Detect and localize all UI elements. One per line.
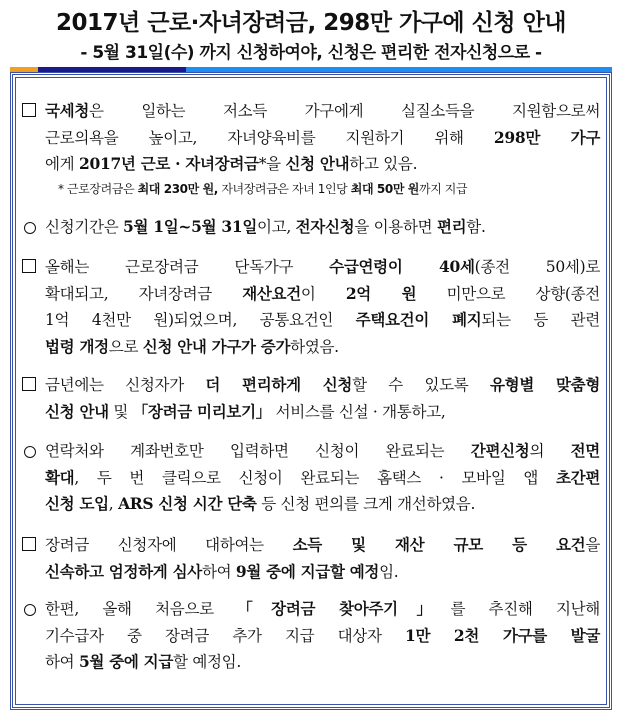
text: 장려금 신청자에 대하여는 [45, 536, 293, 554]
bold-text: 유형별 맞춤형 [489, 375, 601, 394]
bold-text: 전자신청 [295, 217, 355, 236]
bold-text: 전면 [570, 441, 600, 460]
text-line [45, 254, 600, 281]
bold-text: 수급연령이 40세 [329, 257, 475, 276]
bold-text: 5월 중에 지급 [78, 652, 174, 672]
text: 서비스를 신설 · 개통하고, [270, 402, 446, 421]
paragraph [22, 438, 600, 518]
text: 하여 [201, 562, 236, 581]
text: 을 이용하면 [354, 218, 437, 236]
text-line [45, 151, 600, 178]
text: 근로의욕을 높이고, 자녀양육비를 지원하기 위해 [45, 128, 494, 147]
text: 이고, [257, 218, 296, 236]
text: 함. [466, 218, 486, 236]
circle-bullet-icon [24, 604, 36, 616]
bold-text: 법령 개정 [45, 337, 109, 357]
square-bullet-icon [22, 377, 36, 391]
paragraph [22, 596, 600, 676]
text: , 두 번 클릭으로 신청이 완료되는 홈택스 · 모바일 앱 [74, 468, 556, 487]
text-line [45, 649, 600, 676]
bold-text: 2억 원 [345, 283, 417, 303]
bold-text: 신청 안내 가구가 증가 [142, 337, 291, 357]
text-line [45, 125, 600, 152]
bold-text: 간편신청 [470, 441, 530, 460]
text: 에게 [45, 155, 79, 174]
square-bullet-icon [22, 537, 36, 551]
bold-text: 더 편리하게 신청 [205, 375, 353, 394]
text-line [45, 532, 600, 559]
bold-text: 초간편 [555, 467, 600, 487]
bold-text: 국세청 [45, 101, 90, 120]
text: 기수급자 중 장려금 추가 지급 대상자 [45, 626, 405, 645]
bold-text: 확대 [45, 467, 75, 487]
text-line [45, 465, 600, 492]
text: (종전 50세)로 [474, 258, 601, 276]
bold-text: 소득 및 재산 규모 등 요건 [292, 535, 586, 554]
text-line [45, 334, 600, 361]
text: 할 수 있도록 [352, 376, 490, 394]
text: 미만으로 상향(종전 [416, 284, 600, 303]
text-line [45, 491, 600, 518]
bold-text: 1만 2천 가구를 발굴 [404, 625, 600, 645]
paragraph [22, 532, 600, 585]
text: 되는 등 관련 [481, 311, 600, 330]
text: 이 [300, 284, 346, 303]
footnote-text: 까지 지급 [419, 182, 468, 196]
text: 확대되고, 자녀장려금 [45, 284, 243, 303]
text-line [45, 307, 600, 334]
paragraph [22, 372, 600, 425]
text: 올해는 근로장려금 단독가구 [45, 258, 330, 276]
text: *을 [258, 155, 286, 174]
footnote-text: 최대 50만 원 [350, 182, 419, 196]
paragraph [22, 98, 600, 178]
text: 한편, 올해 처음으로 [45, 600, 238, 618]
text: 금년에는 신청자가 [45, 376, 206, 394]
square-bullet-icon [22, 259, 36, 273]
text: 신청기간은 [45, 218, 123, 236]
text: 을 [585, 536, 600, 554]
text-line [45, 559, 600, 586]
text-line [45, 438, 600, 465]
bold-text: 5월 1일~5월 31일 [123, 217, 257, 236]
footnote [58, 180, 467, 197]
page-title: 2017년 근로·자녀장려금, 298만 가구에 신청 안내 [55, 10, 567, 36]
text-line [45, 623, 600, 650]
footnote-text: 자녀장려금은 자녀 1인당 [217, 182, 351, 196]
text: 하여 [45, 653, 79, 672]
text: 를 추진해 지난해 [450, 600, 600, 618]
bold-text: ARS 신청 시간 단축 [118, 494, 257, 514]
bold-text: 재산요건 [242, 283, 301, 303]
bold-text: 「장려금 찾아주기」 [237, 599, 451, 618]
circle-bullet-icon [24, 446, 36, 458]
text: 할 예정임. [173, 653, 241, 672]
bold-text: 신청 안내 [45, 401, 109, 421]
bold-text: 2017년 근로 · 자녀장려금 [78, 154, 259, 174]
paragraph [22, 214, 600, 241]
paragraph [22, 254, 600, 361]
bold-text: 신속하고 엄정하게 심사 [45, 561, 202, 581]
bold-text: 9월 중에 지급할 예정 [235, 561, 380, 581]
text: 의 [529, 442, 571, 460]
text: , [108, 495, 119, 514]
text-line [45, 98, 600, 125]
page-subtitle: - 5월 31일(수) 까지 신청하여야, 신청은 편리한 전자신청으로 - [80, 43, 542, 63]
text: 은 일하는 저소득 가구에게 실질소득을 지원함으로써 [89, 102, 600, 120]
text-line [45, 399, 600, 426]
bold-text: 신청 안내 [285, 154, 350, 174]
square-bullet-icon [22, 103, 36, 117]
text-line [45, 596, 600, 623]
text-line [45, 372, 600, 399]
bold-text: 「장려금 미리보기」 [132, 401, 271, 421]
text: 1억 4천만 원)되었으며, 공통요건인 [45, 311, 356, 330]
text: 임. [379, 562, 399, 581]
text: 하였음. [290, 338, 339, 357]
bold-text: 298만 가구 [493, 127, 600, 147]
bold-text: 신청 도입 [45, 494, 109, 514]
text-line [45, 214, 600, 241]
circle-bullet-icon [24, 222, 36, 234]
text: 연락처와 계좌번호만 입력하면 신청이 완료되는 [45, 442, 471, 460]
text: 및 [108, 402, 133, 421]
footnote-text: * 근로장려금은 [58, 182, 138, 196]
text: 으로 [108, 338, 143, 357]
bold-text: 주택요건이 폐지 [355, 310, 482, 330]
text-line [45, 281, 600, 308]
text: 등 신청 편의를 크게 개선하였음. [256, 495, 476, 514]
bold-text: 편리 [436, 217, 467, 236]
footnote-text: 최대 230만 원, [137, 182, 218, 196]
text: 하고 있음. [349, 155, 418, 174]
